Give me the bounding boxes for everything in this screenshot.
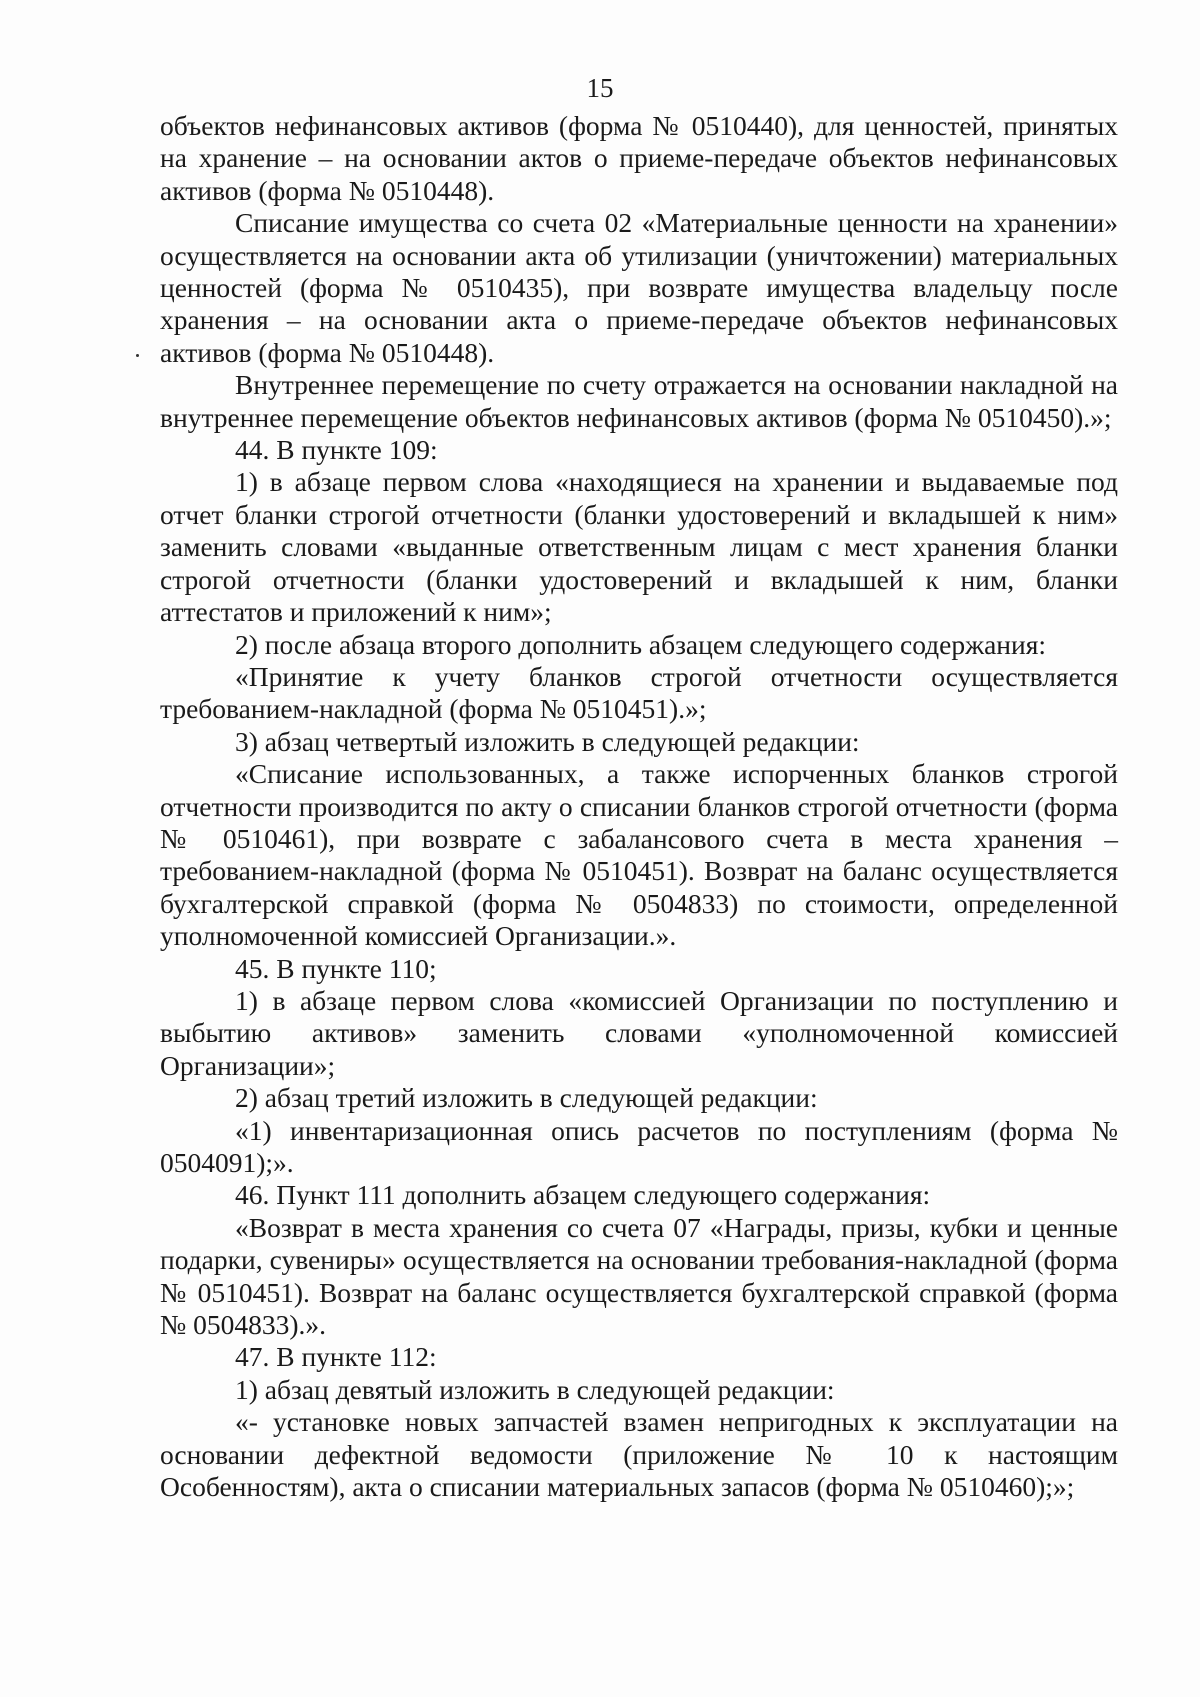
paragraph: 2) после абзаца второго дополнить абзацем следующего содержания: <box>235 628 1047 660</box>
document-body <box>160 110 1118 1503</box>
page-number: 15 <box>586 73 614 103</box>
paragraph: Внутреннее перемещение по счету отражается на основании накладной на внутреннее перемещение объектов нефинансовых активов (форма № 0510450).»; <box>160 369 1118 433</box>
paragraph: Списание имущества со счета 02 «Материальные ценности на хранении» осуществляется на основании акта об утилизации (уничтожении) материальных ценностей (форма № 0510435), при возврате имущества владельцу после хранения – на основании акта о приеме-передаче объектов нефинансовых активов (форма № 0510448). <box>160 207 1118 368</box>
paragraph: «Возврат в места хранения со счета 07 «Награды, призы, кубки и ценные подарки, сувениры» осуществляется на основании требования-накладной (форма № 0510451). Возврат на баланс осуществляется бухгалтерской справкой (форма № 0504833).». <box>160 1211 1118 1341</box>
section-heading: 44. В пункте 109: <box>235 434 438 466</box>
paragraph: «Принятие к учету бланков строгой отчетности осуществляется требованием-накладной (форма № 0510451).»; <box>160 660 1118 725</box>
paragraph: «- установке новых запчастей взамен непригодных к эксплуатации на основании дефектной ведомости (приложение № 10 к настоящим Особенностям), акта о списании материальных запасов (форма № 0510460);»; <box>160 1406 1118 1503</box>
paragraph: 1) в абзаце первом слова «комиссией Организации по поступлению и выбытию активов» заменить словами «уполномоченной комиссией Организации»; <box>160 984 1118 1081</box>
paragraph: 3) абзац четвертый изложить в следующей редакции: <box>235 725 860 757</box>
paragraph: 2) абзац третий изложить в следующей редакции: <box>235 1082 818 1114</box>
paragraph: «Списание использованных, а также испорченных бланков строгой отчетности производится по акту о списании бланков строгой отчетности (форма № 0510461), при возврате с забалансового счета в места хранения – требованием-накладной (форма № 0510451). Возврат на баланс осуществляется бухгалтерской справкой (форма № 0504833) по стоимости, определенной уполномоченной комиссией Организации.». <box>160 758 1118 952</box>
section-heading: 46. Пункт 111 дополнить абзацем следующего содержания: <box>235 1179 931 1211</box>
paragraph: 1) в абзаце первом слова «находящиеся на хранении и выдаваемые под отчет бланки строгой отчетности (бланки удостоверений и вкладышей к ним» заменить словами «выданные ответственным лицам с мест хранения бланки строгой отчетности (бланки удостоверений и вкладышей к ним, бланки аттестатов и приложений к ним»; <box>160 466 1118 628</box>
paragraph: объектов нефинансовых активов (форма № 0510440), для ценностей, принятых на хранение – на основании актов о приеме-передаче объектов нефинансовых активов (форма № 0510448). <box>160 110 1118 206</box>
paragraph: 1) абзац девятый изложить в следующей редакции: <box>235 1373 835 1405</box>
scan-artifact <box>136 354 139 357</box>
section-heading: 47. В пункте 112: <box>235 1341 437 1373</box>
section-heading: 45. В пункте 110; <box>235 952 437 984</box>
paragraph: «1) инвентаризационная опись расчетов по поступлениям (форма № 0504091);». <box>160 1114 1118 1178</box>
